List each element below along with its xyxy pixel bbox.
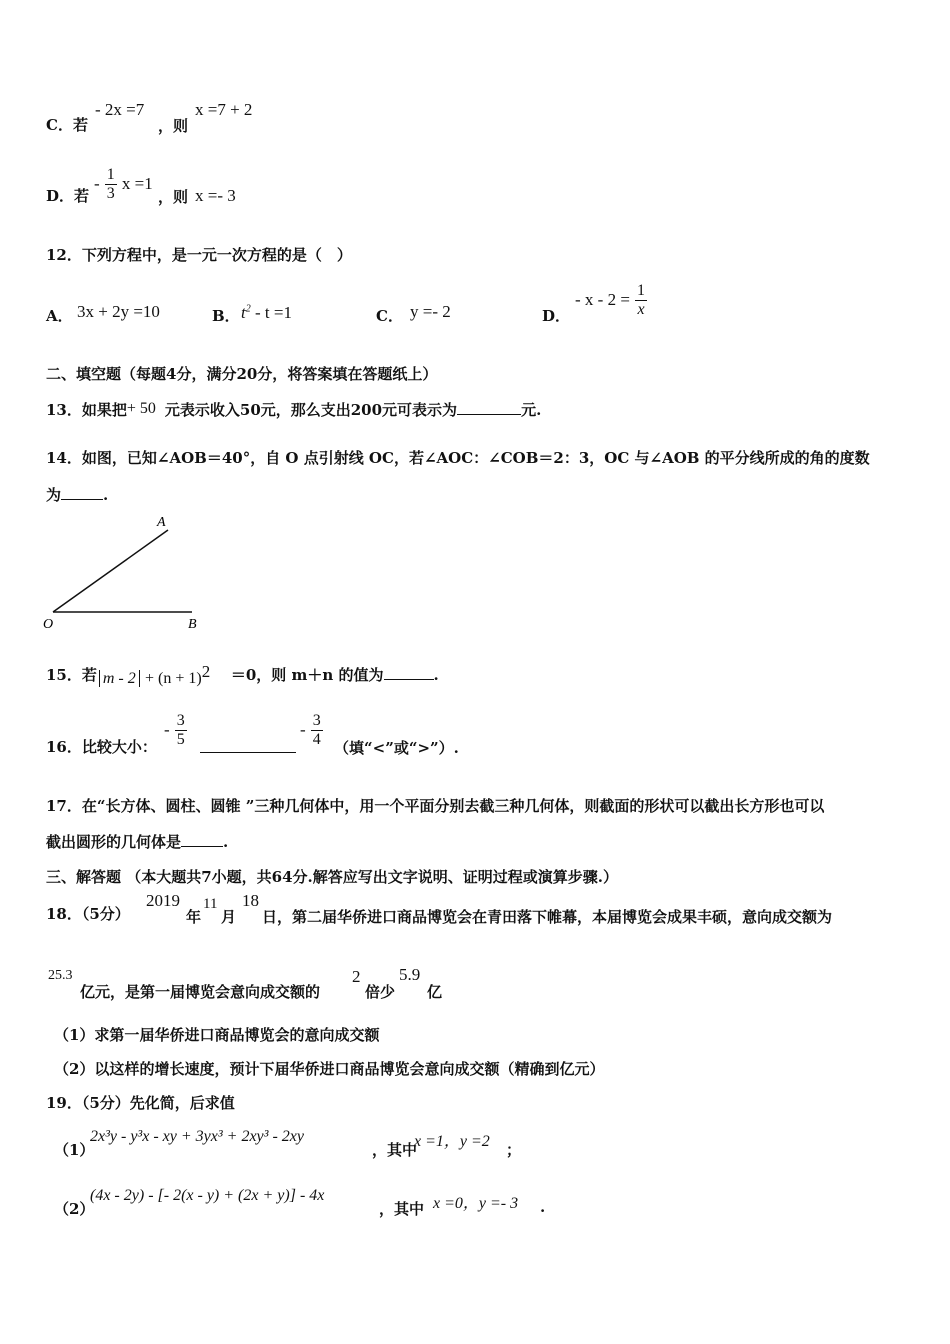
q13-text: 元表示收入50元，那么支出200元可表示为 <box>164 401 458 419</box>
q17-end: . <box>223 833 229 851</box>
q18-month: 11 <box>203 896 218 912</box>
q18-text-3: 倍少 <box>365 983 396 1001</box>
q18-text-2: 亿元，是第一届博览会意向成交额的 <box>80 983 321 1001</box>
q18-nian: 年 <box>186 908 202 926</box>
q13-value: + 50 <box>126 400 156 417</box>
q16-right-fraction <box>300 712 323 749</box>
fraction-three-fifths <box>175 712 187 749</box>
q12-option-d-label: D． <box>542 307 571 325</box>
q12-option-c: y =- 2 <box>410 302 451 321</box>
option-d-minus: - <box>94 174 100 193</box>
point-a-label: A <box>157 515 166 530</box>
question-17-line-1: 17．在“长方体、圆柱、圆锥 ”三种几何体中，用一个平面分别去截三种几何体，则截面的形状可以截出长方形也可以 <box>46 797 825 815</box>
q18-text-1: 日，第二届华侨进口商品博览会在青田落下帷幕，本届博览会成果丰硕，意向成交额为 <box>262 908 833 926</box>
q18-less: 5.9 <box>399 965 421 984</box>
q15-end: . <box>433 666 439 684</box>
fraction-denominator: 4 <box>312 731 321 748</box>
option-d-line <box>46 186 89 206</box>
q19-part-2-values: x =0，y =- 3 <box>433 1195 519 1212</box>
q18-text-4: 亿 <box>427 983 443 1001</box>
q12-option-b-rest: - t =1 <box>254 303 292 322</box>
q13-prefix: 13．如果把 <box>46 401 127 419</box>
q19-part-1-where: ，其中 <box>372 1141 418 1159</box>
q15-absolute-value: m - 2 <box>99 670 140 687</box>
q15-text: ＝0，则 m＋n 的值为 <box>230 666 384 684</box>
q18-day: 18 <box>242 891 259 910</box>
question-13 <box>46 400 541 420</box>
option-c-rhs: x =7 + 2 <box>195 100 253 119</box>
q19-part-2-end: . <box>540 1198 546 1216</box>
fraction-numerator: 3 <box>176 712 185 729</box>
q15-square-term: + (n + 1) <box>145 670 202 687</box>
q19-part-2-expression: (4x - 2y) - [- 2(x - y) + (2x + y)] - 4x <box>90 1187 325 1204</box>
question-18-sub-1: （1）求第一届华侨进口商品博览会的意向成交额 <box>54 1026 380 1044</box>
q12-option-b-base: t <box>241 303 246 322</box>
fraction-numerator: 3 <box>312 712 321 729</box>
q17-answer-blank[interactable] <box>181 846 223 847</box>
point-b-label: B <box>188 617 197 632</box>
question-16-label: 16．比较大小： <box>46 738 157 756</box>
q12-option-c-label: C． <box>376 307 403 325</box>
q12-option-d-fraction <box>635 282 647 319</box>
section-2-heading: 二、填空题（每题4分，满分20分，将答案填在答题纸上） <box>46 365 438 383</box>
q19-part-2-where: ，其中 <box>379 1200 425 1218</box>
q12-option-b-label: B． <box>212 307 240 325</box>
question-18-sub-2: （2）以这样的增长速度，预计下届华侨进口商品博览会意向成交额（精确到亿元） <box>54 1060 605 1078</box>
angle-aob-figure <box>40 510 220 635</box>
q14-prefix: 为 <box>46 486 62 504</box>
question-14-line-1: 14．如图，已知∠AOB＝40°，自 O 点引射线 OC，若∠AOC：∠COB＝2：3，OC 与∠AOB 的平分线所成的角的度数 <box>46 449 870 467</box>
option-d-then: ，则 <box>158 188 189 206</box>
option-c-line <box>46 115 88 135</box>
q19-part-1-label: （1） <box>54 1141 95 1159</box>
q14-answer-blank[interactable] <box>61 499 103 500</box>
q12-option-b <box>241 303 292 323</box>
q16-answer-blank[interactable] <box>200 737 296 753</box>
fraction-one-third <box>105 166 117 203</box>
q12-option-a: 3x + 2y =10 <box>77 302 160 321</box>
q16-minus-1: - <box>164 720 170 739</box>
option-d-var: x =1 <box>121 174 153 193</box>
fraction-denominator: 5 <box>176 731 185 748</box>
option-d-lhs <box>94 166 153 203</box>
q12-option-d <box>575 282 647 319</box>
option-d-label: D．若 <box>46 187 90 205</box>
q16-left-fraction <box>164 712 187 749</box>
option-d-rhs: x =- 3 <box>195 186 236 205</box>
fraction-three-quarters <box>311 712 323 749</box>
q19-part-1-end: ； <box>506 1141 522 1159</box>
question-17-line-2 <box>46 832 228 852</box>
option-c-then: ，则 <box>158 117 189 135</box>
fraction-denominator: 3 <box>106 185 115 202</box>
q16-hint: （填“<”或“>”）. <box>334 739 459 757</box>
q18-yue: 月 <box>221 908 237 926</box>
q18-amount: 25.3 <box>48 968 73 983</box>
q15-answer-blank[interactable] <box>384 679 434 680</box>
q12-option-d-lhs: - x - 2 = <box>575 290 630 309</box>
q15-prefix: 15．若 <box>46 666 97 684</box>
question-19-title: 19．（5分）先化简，后求值 <box>46 1094 235 1112</box>
q18-times: 2 <box>352 967 361 986</box>
question-12: 12．下列方程中，是一元一次方程的是（ ） <box>46 246 352 264</box>
option-c-lhs: - 2x =7 <box>95 100 145 119</box>
q19-part-1-expression: 2x³y - y³x - xy + 3yx³ + 2xy³ - 2xy <box>90 1128 304 1145</box>
q12-option-b-exponent: 2 <box>245 303 251 315</box>
q15-exponent: 2 <box>201 662 211 681</box>
q17-prefix: 截出圆形的几何体是 <box>46 833 182 851</box>
q16-minus-2: - <box>300 720 306 739</box>
question-18-prefix: 18．（5分） <box>46 905 130 923</box>
q13-answer-blank[interactable] <box>457 414 521 415</box>
q12-option-a-label: A． <box>46 307 73 325</box>
q19-part-2-label: （2） <box>54 1200 95 1218</box>
section-3-heading: 三、解答题 （本大题共7小题，共64分.解答应写出文字说明、证明过程或演算步骤.） <box>46 868 618 886</box>
option-c-label: C．若 <box>46 116 88 134</box>
fraction-denominator: x <box>635 300 647 319</box>
question-14-line-2 <box>46 485 108 505</box>
question-15 <box>46 662 439 687</box>
q15-expression <box>99 662 211 689</box>
q18-year: 2019 <box>146 891 180 910</box>
fraction-numerator: 1 <box>106 166 115 183</box>
q13-end: 元. <box>521 401 542 419</box>
ray-oa <box>53 530 168 612</box>
fraction-numerator: 1 <box>637 282 646 299</box>
point-o-label: O <box>43 617 54 632</box>
q14-end: . <box>103 486 109 504</box>
q19-part-1-values: x =1，y =2 <box>414 1133 490 1150</box>
